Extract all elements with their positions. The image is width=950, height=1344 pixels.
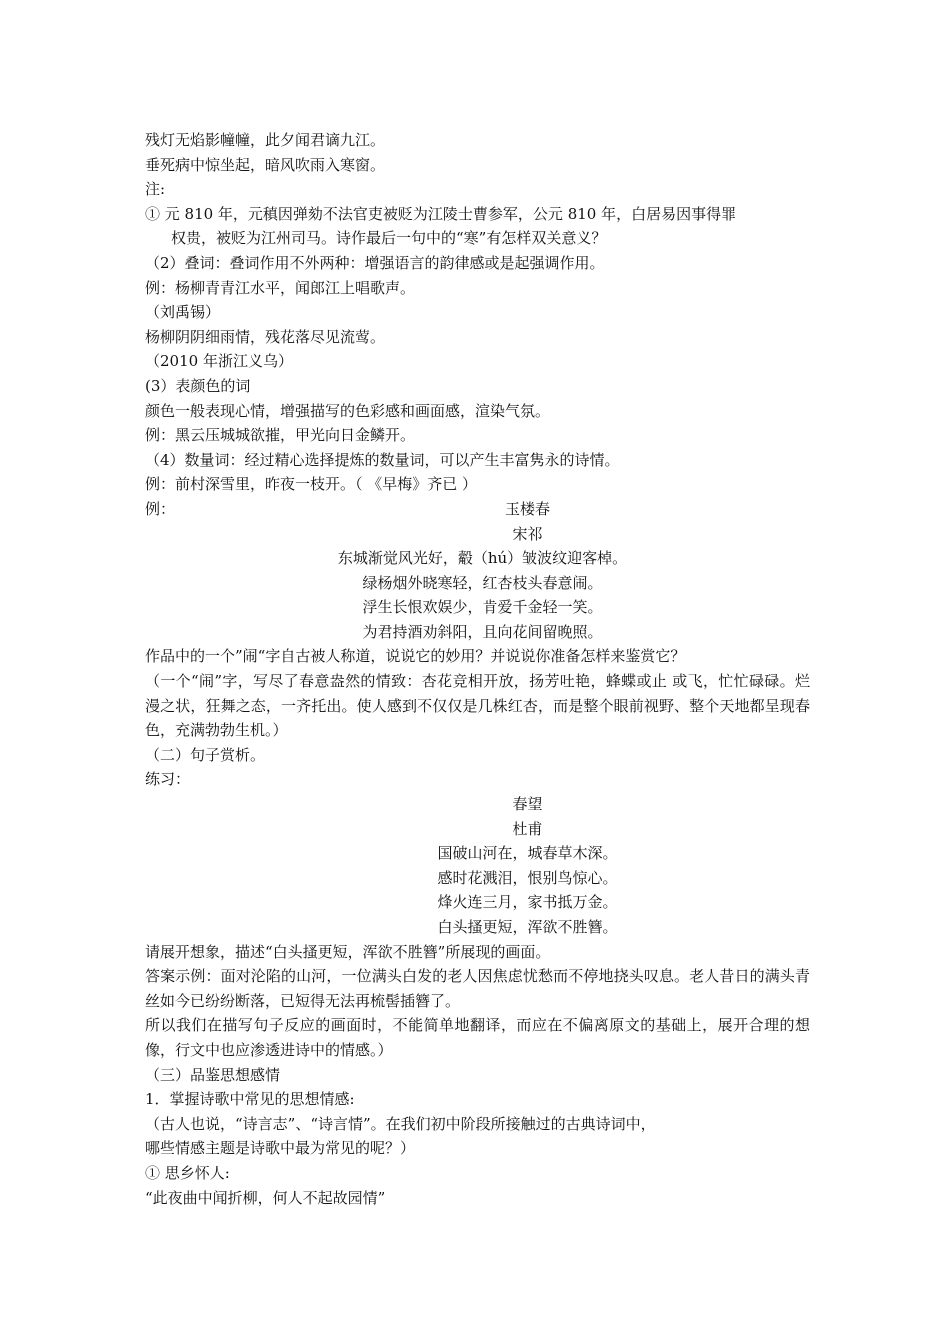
text-line: （2010 年浙江义乌） <box>145 352 293 371</box>
poem-title: 玉楼春 <box>504 499 550 518</box>
text-line: 例：黑云压城城欲摧，甲光向日金鳞开。 <box>145 426 416 445</box>
poem-title: 春望 <box>512 795 543 814</box>
text-line: 杨柳阴阴细雨情，残花落尽见流莺。 <box>145 327 386 346</box>
poem-author: 杜甫 <box>512 819 543 838</box>
poem-line: 烽火连三月，家书抵万金。 <box>437 893 618 912</box>
note-line-continued: 权贵，被贬为江州司马。诗作最后一句中的“寒”有怎样双关意义？ <box>171 229 607 248</box>
poem-line: 浮生长恨欢娱少，肯爱千金轻一笑。 <box>362 598 603 617</box>
poem-line: 国破山河在，城春草木深。 <box>437 844 618 863</box>
poem-author: 宋祁 <box>512 524 543 543</box>
text-line: 哪些情感主题是诗歌中最为常见的呢？） <box>145 1139 416 1158</box>
text-line: 例：杨柳青青江水平，闻郎江上唱歌声。 <box>145 278 416 297</box>
poem-line: 东城渐觉风光好，觳（hú）皱波纹迎客棹。 <box>337 549 628 568</box>
poem-line: 为君持酒劝斜阳，且向花间留晚照。 <box>362 622 603 641</box>
question-line: 作品中的一个”闹“字自古被人称道，说说它的妙用？并说说你准备怎样来鉴赏它？ <box>145 647 686 666</box>
question-line: 请展开想象，描述“白头搔更短，浑欲不胜簪”所展现的画面。 <box>145 942 551 961</box>
text-line: 颜色一般表现心情，增强描写的色彩感和画面感，渲染气氛。 <box>145 401 551 420</box>
text-line: （2）叠词：叠词作用不外两种：增强语言的韵律感或是起强调作用。 <box>145 253 605 272</box>
document-page <box>145 128 810 1210</box>
text-line: 1．掌握诗歌中常见的思想情感: <box>145 1090 355 1109</box>
text-line: “此夜曲中闻折柳，何人不起故园情” <box>145 1188 386 1207</box>
poem-title-row <box>145 497 810 522</box>
text-paragraph: 所以我们在描写句子反应的画面时，不能简单地翻译，而应在不偏离原文的基础上，展开合理的想像，行文中也应渗透进诗中的情感。） <box>145 1016 810 1059</box>
section-heading: (3）表颜色的词 <box>145 376 251 395</box>
text-line: 例：前村深雪里，昨夜一枝开。（ 《早梅》齐已 ） <box>145 475 478 494</box>
section-heading: （二）句子赏析。 <box>145 745 266 764</box>
section-heading: （三）品鉴思想感情 <box>145 1065 281 1084</box>
text-line: （刘禹锡） <box>145 303 221 322</box>
text-line: 练习： <box>145 770 191 789</box>
example-label: 例： <box>145 499 176 518</box>
poem-line: 感时花溅泪，恨别鸟惊心。 <box>437 868 618 887</box>
text-line: （古人也说，“诗言志”、“诗言情”。在我们初中阶段所接触过的古典诗词中， <box>145 1114 656 1133</box>
text-line: 残灯无焰影幢幢，此夕闻君谪九江。 <box>145 131 386 149</box>
text-line: ① 思乡怀人: <box>145 1163 230 1182</box>
answer-paragraph: （一个“闹”字，写尽了春意盎然的情致：杏花竞相开放，扬芳吐艳，蜂蝶或止 或飞，忙忙碌碌。烂漫之状，狂舞之态，一齐托出。使人感到不仅仅是几株红杏，而是整个眼前视野、整个天地都呈现春色，充满勃勃生机。） <box>145 672 810 740</box>
poem-line: 绿杨烟外晓寒轻，红杏枝头春意闹。 <box>362 573 603 592</box>
text-line: 注: <box>145 180 166 199</box>
poem-line: 白头搔更短，浑欲不胜簪。 <box>437 918 618 936</box>
text-line: （4）数量词：经过精心选择提炼的数量词，可以产生丰富隽永的诗情。 <box>145 450 620 469</box>
answer-paragraph: 答案示例：面对沦陷的山河，一位满头白发的老人因焦虑忧愁而不停地挠头叹息。老人昔日的满头青丝如今已纷纷断落，已短得无法再梳髻插簪了。 <box>145 967 810 1010</box>
text-line: 垂死病中惊坐起，暗风吹雨入寒窗。 <box>145 155 386 174</box>
note-line: ① 元 810 年，元稹因弹劾不法官吏被贬为江陵士曹参军，公元 810 年，白居易因事得罪 <box>145 204 737 223</box>
